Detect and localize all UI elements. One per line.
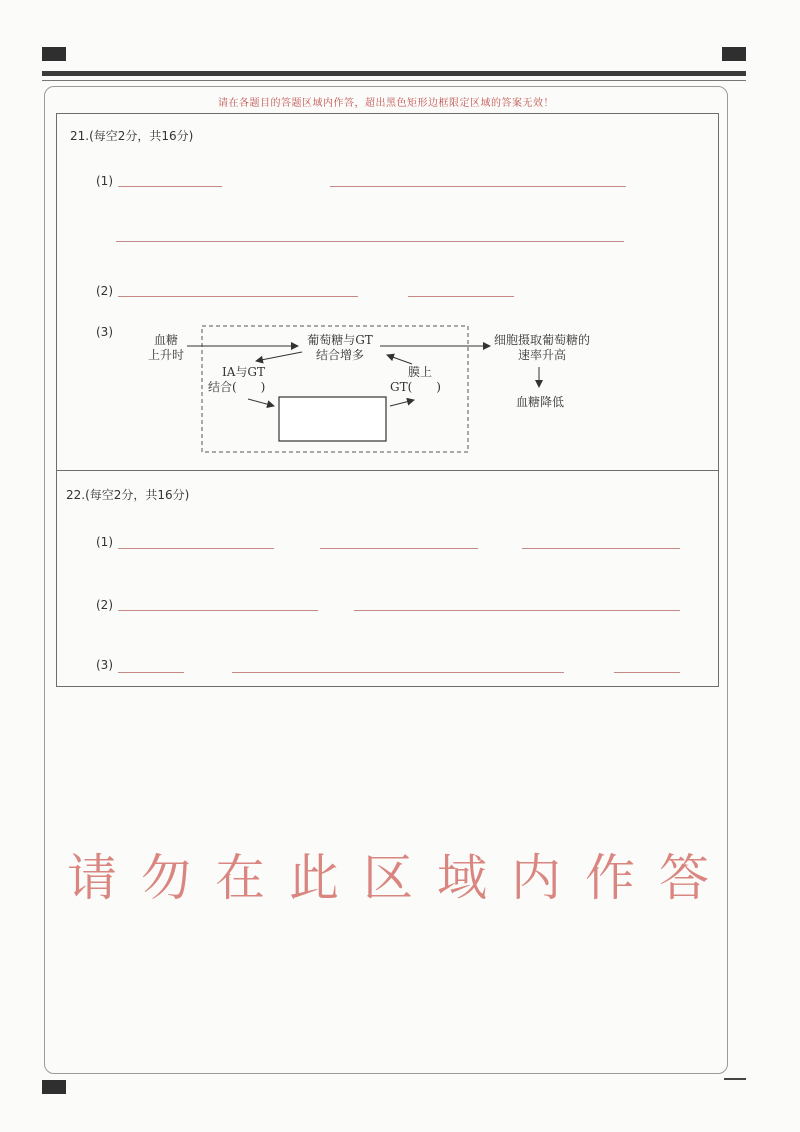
node-cell-uptake: 细胞摄取葡萄糖的 速率升高 bbox=[493, 333, 590, 362]
q22-part1-blank-1[interactable] bbox=[118, 548, 274, 549]
arrow-box-to-membrane bbox=[390, 400, 414, 406]
registration-dash-bottom-right bbox=[724, 1078, 746, 1080]
q22-part2-blank-1[interactable] bbox=[118, 610, 318, 611]
q22-part3-blank-1[interactable] bbox=[118, 672, 184, 673]
node-glucose-gt-binding: 葡萄糖与GT 结合增多 bbox=[307, 333, 373, 362]
answer-box bbox=[279, 397, 386, 441]
node-membrane-gt: 膜上 GT( ) bbox=[390, 365, 441, 394]
q21-part3-label: (3) bbox=[96, 325, 113, 339]
q22-part2-label: (2) bbox=[96, 598, 113, 612]
arrow-ia-to-box bbox=[248, 399, 274, 406]
q22-part1-blank-3[interactable] bbox=[522, 548, 680, 549]
blood-sugar-regulation-diagram bbox=[0, 0, 800, 480]
node-blood-sugar-rise: 血糖 上升时 bbox=[147, 333, 184, 362]
q22-part3-label: (3) bbox=[96, 658, 113, 672]
question-22-box bbox=[56, 471, 719, 687]
q21-part1-label: (1) bbox=[96, 174, 113, 188]
q21-part2-label: (2) bbox=[96, 284, 113, 298]
q22-part3-blank-2[interactable] bbox=[232, 672, 564, 673]
q22-part3-blank-3[interactable] bbox=[614, 672, 680, 673]
node-blood-sugar-drop: 血糖降低 bbox=[515, 395, 564, 409]
arrow-membrane-to-binding bbox=[387, 355, 412, 364]
registration-mark-bottom-left bbox=[42, 1080, 66, 1094]
question-22-title: 22.(每空2分，共16分) bbox=[66, 488, 190, 502]
q22-part2-blank-2[interactable] bbox=[354, 610, 680, 611]
q22-part1-label: (1) bbox=[96, 535, 113, 549]
answer-area-notice: 请在各题目的答题区域内作答，超出黑色矩形边框限定区域的答案无效！ bbox=[218, 98, 554, 109]
question-21-title: 21.(每空2分，共16分) bbox=[70, 129, 194, 143]
q22-part1-blank-2[interactable] bbox=[320, 548, 478, 549]
arrow-binding-to-ia bbox=[256, 352, 302, 361]
node-ia-gt-binding: IA与GT 结合( ) bbox=[208, 365, 266, 394]
do-not-answer-watermark: 请勿在此区域内作答 bbox=[67, 849, 733, 907]
